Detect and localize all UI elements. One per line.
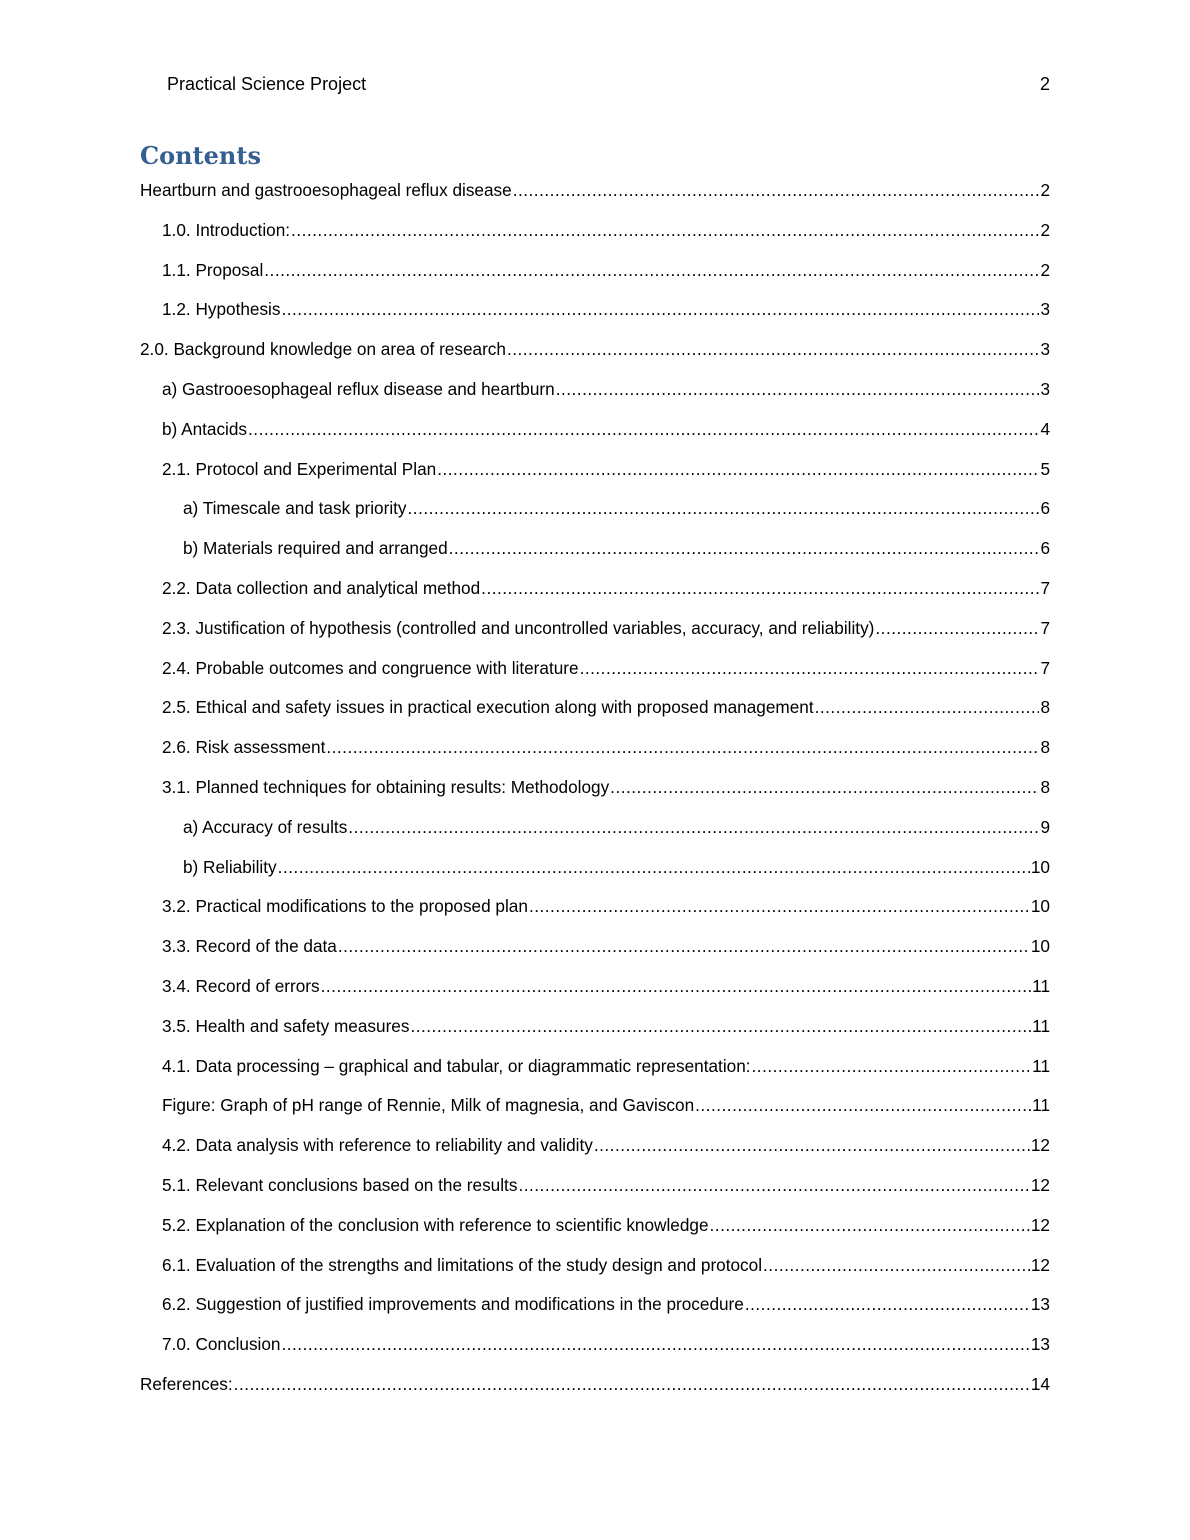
toc-entry-page: 2 [1040,219,1050,240]
dot-leader [710,1210,1030,1240]
dot-leader [281,294,1039,324]
toc-entry-text: 4.2. Data analysis with reference to reliability and validity [162,1135,593,1156]
toc-entry-text: b) Materials required and arranged [183,538,448,559]
dot-leader [234,1369,1030,1399]
toc-entry-conclusion[interactable] [140,1329,1050,1369]
dot-leader [507,334,1039,364]
toc-entry-health-safety[interactable] [140,1011,1050,1051]
toc-entry-text: 2.6. Risk assessment [162,737,326,758]
toc-entry-introduction[interactable] [140,215,1050,255]
toc-entry-references[interactable] [140,1369,1050,1409]
dot-leader [291,215,1039,245]
dot-leader [580,653,1040,683]
toc-entry-evaluation[interactable] [140,1250,1050,1290]
toc-entry-text: 2.2. Data collection and analytical method [162,577,481,598]
dot-leader [529,891,1030,921]
dot-leader [481,573,1039,603]
toc-entry-data-analysis[interactable] [140,1130,1050,1170]
toc-entry-page: 3 [1040,299,1050,320]
toc-entry-page: 4 [1040,418,1050,439]
toc-entry-page: 3 [1040,339,1050,360]
toc-entry-text: 3.3. Record of the data [162,936,337,957]
toc-entry-page: 8 [1040,737,1050,758]
toc-entry-text: 1.0. Introduction: [162,219,291,240]
toc-entry-text: a) Timescale and task priority [183,498,407,519]
toc-entry-page: 14 [1030,1373,1050,1394]
dot-leader [610,772,1039,802]
toc-entry-page: 12 [1030,1254,1050,1275]
toc-entry-relevant-conclusions[interactable] [140,1170,1050,1210]
toc-entry-page: 8 [1040,776,1050,797]
toc-entry-page: 5 [1040,458,1050,479]
toc-entry-methodology[interactable] [140,772,1050,812]
dot-leader [248,414,1039,444]
dot-leader [338,931,1030,961]
dot-leader [763,1250,1030,1280]
toc-entry-protocol-and-plan[interactable] [140,454,1050,494]
toc-entry-page: 7 [1040,657,1050,678]
toc-entry-text: b) Reliability [183,856,277,877]
toc-entry-ethical-safety[interactable] [140,692,1050,732]
toc-entry-text: 1.1. Proposal [162,259,264,280]
dot-leader [815,692,1040,722]
running-header-page-number: 2 [1039,74,1050,94]
toc-entry-text: 3.2. Practical modifications to the proposed plan [162,896,528,917]
toc-entry-data-collection[interactable] [140,573,1050,613]
running-header-title: Practical Science Project [167,74,367,94]
toc-entry-page: 10 [1030,896,1050,917]
toc-entry-page: 6 [1040,498,1050,519]
toc-entry-text: a) Accuracy of results [183,816,348,837]
toc-entry-heartburn[interactable] [140,175,1050,215]
dot-leader [513,175,1040,205]
toc-entry-materials[interactable] [140,533,1050,573]
toc-entry-proposal[interactable] [140,255,1050,295]
toc-entry-data-processing[interactable] [140,1051,1050,1091]
toc-entry-probable-outcomes[interactable] [140,653,1050,693]
toc-entry-text: 3.1. Planned techniques for obtaining results: Methodology [162,776,610,797]
toc-entry-text: 2.5. Ethical and safety issues in practical execution along with proposed management [162,697,814,718]
dot-leader [326,732,1039,762]
toc-entry-reliability[interactable] [140,852,1050,892]
toc-entry-page: 7 [1040,617,1050,638]
dot-leader [410,1011,1031,1041]
toc-entry-page: 12 [1030,1174,1050,1195]
toc-entry-figure-ph-graph[interactable] [140,1090,1050,1130]
toc-entry-page: 7 [1040,577,1050,598]
dot-leader [875,613,1039,643]
toc-entry-text: 6.2. Suggestion of justified improvements and modifications in the procedure [162,1294,744,1315]
dot-leader [348,812,1039,842]
dot-leader [695,1090,1031,1120]
dot-leader [437,454,1039,484]
toc-entry-text: 3.5. Health and safety measures [162,1015,410,1036]
toc-entry-page: 12 [1030,1135,1050,1156]
table-of-contents [140,175,1050,1409]
toc-entry-page: 9 [1040,816,1050,837]
toc-entry-improvements[interactable] [140,1289,1050,1329]
toc-entry-timescale[interactable] [140,493,1050,533]
toc-entry-page: 6 [1040,538,1050,559]
toc-entry-text: Figure: Graph of pH range of Rennie, Milk of magnesia, and Gaviscon [162,1095,695,1116]
toc-entry-page: 2 [1040,180,1050,200]
toc-heading: Contents [140,141,261,170]
toc-entry-text: a) Gastrooesophageal reflux disease and heartburn [162,378,555,399]
toc-entry-risk-assessment[interactable] [140,732,1050,772]
toc-entry-page: 10 [1030,936,1050,957]
dot-leader [745,1289,1030,1319]
toc-entry-text: 6.1. Evaluation of the strengths and limitations of the study design and protocol [162,1254,763,1275]
toc-entry-page: 11 [1032,1095,1050,1116]
toc-entry-text: 2.3. Justification of hypothesis (controlled and uncontrolled variables, accuracy, and reliability) [162,617,875,638]
toc-entry-page: 11 [1032,975,1050,996]
dot-leader [278,852,1030,882]
toc-entry-background-knowledge[interactable] [140,334,1050,374]
toc-entry-justification[interactable] [140,613,1050,653]
toc-entry-page: 8 [1040,697,1050,718]
toc-entry-text: b) Antacids [162,418,248,439]
dot-leader [281,1329,1029,1359]
toc-entry-text: 2.1. Protocol and Experimental Plan [162,458,437,479]
toc-entry-page: 12 [1030,1214,1050,1235]
toc-entry-page: 13 [1030,1294,1050,1315]
toc-entry-text: 3.4. Record of errors [162,975,320,996]
toc-entry-text: 4.1. Data processing – graphical and tabular, or diagrammatic representation: [162,1055,751,1076]
toc-entry-text: 5.2. Explanation of the conclusion with reference to scientific knowledge [162,1214,709,1235]
dot-leader [556,374,1040,404]
toc-entry-explanation-of-conclusion[interactable] [140,1210,1050,1250]
toc-entry-text: 5.1. Relevant conclusions based on the results [162,1174,518,1195]
toc-entry-page: 10 [1030,856,1050,877]
toc-entry-page: 2 [1040,259,1050,280]
toc-entry-accuracy[interactable] [140,812,1050,852]
toc-entry-page: 3 [1040,378,1050,399]
toc-entry-page: 11 [1032,1015,1050,1036]
toc-entry-page: 13 [1030,1334,1050,1355]
toc-entry-record-of-errors[interactable] [140,971,1050,1011]
toc-entry-practical-modifications[interactable] [140,891,1050,931]
dot-leader [752,1051,1032,1081]
dot-leader [321,971,1032,1001]
toc-entry-text: 2.0. Background knowledge on area of research [140,339,506,360]
toc-entry-record-of-data[interactable] [140,931,1050,971]
dot-leader [449,533,1040,563]
toc-entry-antacids[interactable] [140,414,1050,454]
toc-entry-text: 2.4. Probable outcomes and congruence with literature [162,657,579,678]
toc-entry-page: 11 [1032,1055,1050,1076]
dot-leader [518,1170,1029,1200]
toc-entry-text: 1.2. Hypothesis [162,299,281,320]
toc-entry-text: 7.0. Conclusion [162,1334,281,1355]
toc-entry-hypothesis[interactable] [140,294,1050,334]
toc-entry-text: Heartburn and gastrooesophageal reflux disease [140,180,512,200]
toc-entry-text: References: [140,1373,233,1394]
dot-leader [264,255,1039,285]
toc-entry-gerd-and-heartburn[interactable] [140,374,1050,414]
dot-leader [408,493,1040,523]
dot-leader [594,1130,1030,1160]
